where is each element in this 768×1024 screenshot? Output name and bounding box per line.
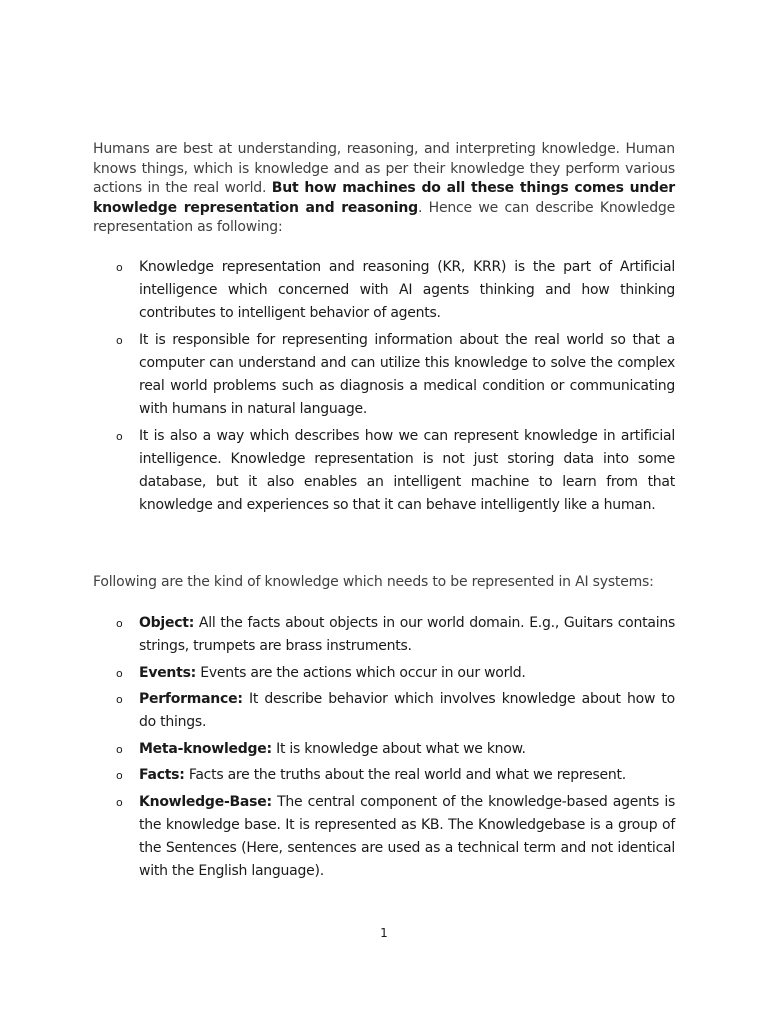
intro-paragraph xyxy=(93,140,675,238)
kr-definition-list xyxy=(116,256,675,521)
list-item xyxy=(116,662,675,685)
list-item xyxy=(116,738,675,761)
bullet-circle-icon: o xyxy=(116,334,123,347)
bullet-circle-icon: o xyxy=(116,666,123,680)
list-item-text: It is also a way which describes how we can represent knowledge in artificial intelligence. Knowledge representation is not just storing data into some database, but it also enables an intelligent machine to learn from that knowledge and experiences so that it can behave intelligently like a human. xyxy=(139,428,675,513)
following-paragraph: Following are the kind of knowledge which needs to be represented in AI systems: xyxy=(93,574,654,590)
intro-text-part1: Humans are best at understanding, reasoning, and interpreting knowledge. Human knows things, which is knowledge and as per their knowledge they perform various actions in the real world. xyxy=(93,141,675,196)
list-item-text: It is responsible for representing information about the real world so that a computer can understand and can utilize this knowledge to solve the complex real world problems such as diagnosis a medical condition or communicating with humans in natural language. xyxy=(139,332,675,417)
list-item xyxy=(116,688,675,734)
list-item-text: It is knowledge about what we know. xyxy=(271,740,526,757)
list-item-text: All the facts about objects in our world domain. E.g., Guitars contains strings, trumpets are brass instruments. xyxy=(139,615,675,654)
list-item xyxy=(116,329,675,421)
intro-bold-text: But how machines do all these things comes under knowledge representation and reasoning xyxy=(93,180,675,216)
list-item xyxy=(116,764,675,787)
intro-text-part2: . Hence we can describe Knowledge representation as following: xyxy=(93,199,675,235)
list-item-term: Meta-knowledge: xyxy=(139,740,272,757)
bullet-circle-icon: o xyxy=(116,617,123,630)
list-item xyxy=(116,791,675,883)
list-item-text: The central component of the knowledge-based agents is the knowledge base. It is represented as KB. The Knowledgebase is a group of the Sentences (Here, sentences are used as a technical term and not identical with the English language). xyxy=(139,793,675,879)
list-item-term: Object: xyxy=(139,615,195,631)
list-item xyxy=(116,612,675,658)
list-item-term: Events: xyxy=(139,664,197,681)
list-item-text: Events are the actions which occur in our world. xyxy=(196,664,526,681)
bullet-circle-icon: o xyxy=(116,693,123,706)
list-item xyxy=(116,425,675,517)
bullet-circle-icon: o xyxy=(116,769,123,782)
list-item-text: Knowledge representation and reasoning (KR, KRR) is the part of Artificial intelligence which concerned with AI agents thinking and how thinking contributes to intelligent behavior of agents. xyxy=(139,259,675,321)
list-item-text: It describe behavior which involves knowledge about how to do things. xyxy=(139,691,675,730)
list-item-term: Knowledge-Base: xyxy=(139,793,272,810)
list-item-term: Facts: xyxy=(139,767,185,783)
list-item-text: Facts are the truths about the real world and what we represent. xyxy=(184,767,626,783)
bullet-circle-icon: o xyxy=(116,742,123,756)
list-item-term: Performance: xyxy=(139,691,243,707)
knowledge-kinds-list xyxy=(116,612,675,886)
list-item xyxy=(116,256,675,325)
bullet-circle-icon: o xyxy=(116,795,123,809)
bullet-circle-icon: o xyxy=(116,430,123,443)
bullet-circle-icon: o xyxy=(116,261,123,274)
page-number: 1 xyxy=(380,926,388,940)
